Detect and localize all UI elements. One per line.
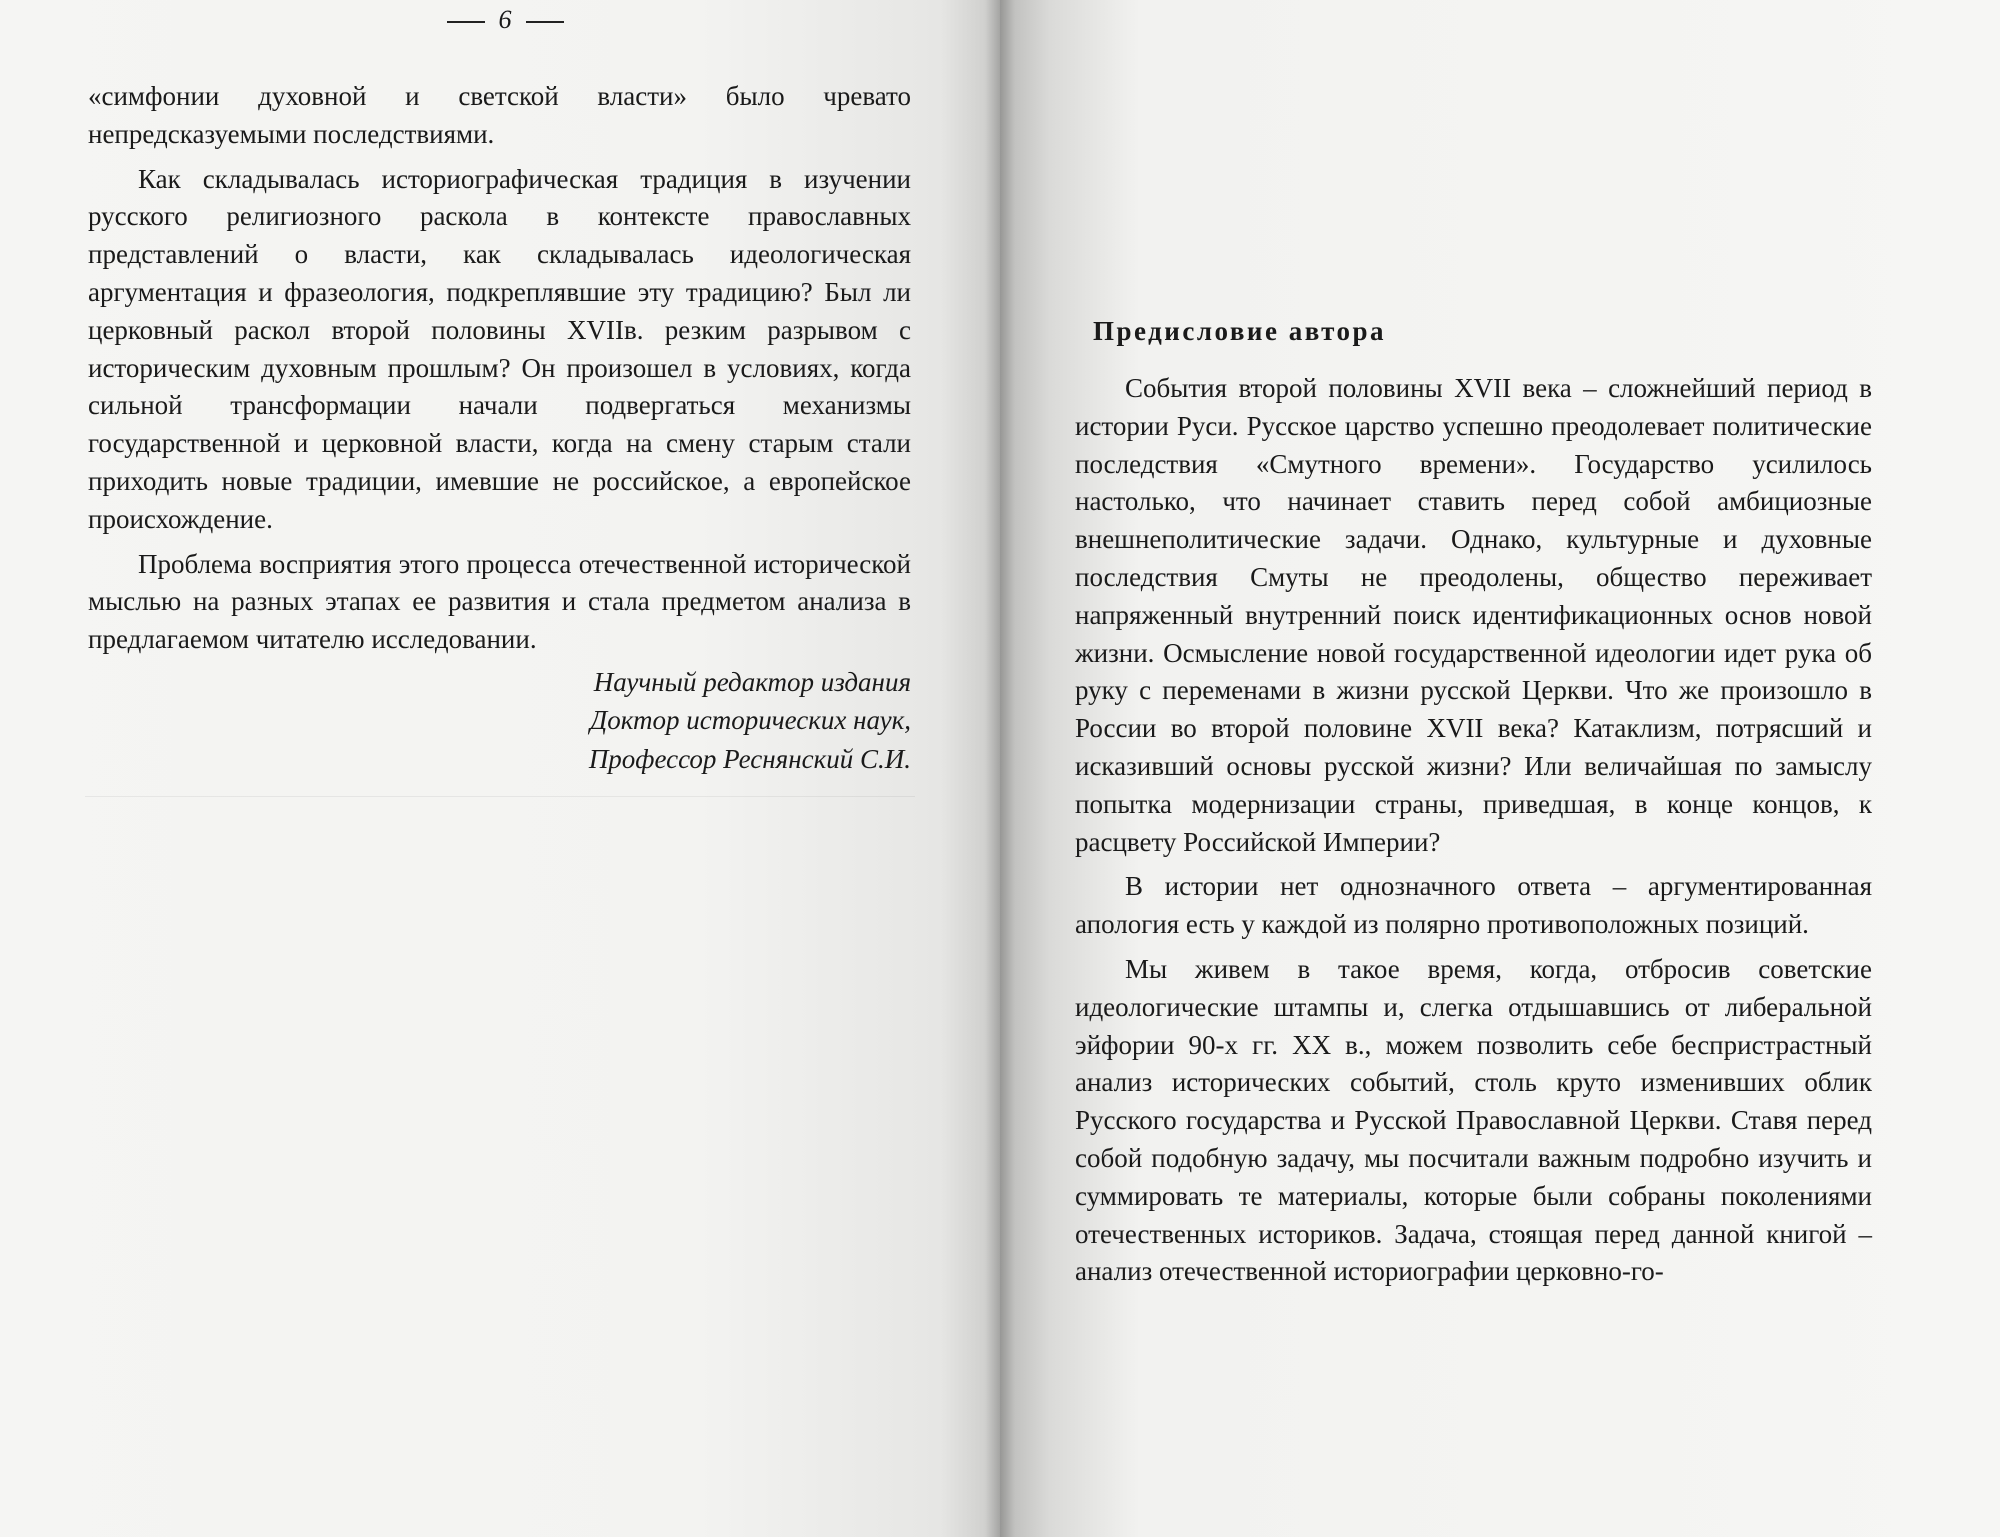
paragraph: События второй половины XVII века – сложнейший период в истории Руси. Русское царство успешно преодолевает политические последствия «Смутного времени». Государство усилилось настолько, что начинает ставить перед собой амбициозные внешнеполитические задачи. Однако, культурные и духовные последствия Смуты не преодолены, общество переживает напряженный внутренний поиск идентификационных основ новой жизни. Осмысление новой государственной идеологии идет рука об руку с переменами в жизни русской Церкви. Что же произошло в России во второй половине XVII века? Катаклизм, потрясший и исказивший основы русской жизни? Или величайшая по замыслу попытка модернизации страны, приведшая, в конце концов, к расцвету Российской Империи? [1075, 373, 1872, 857]
paragraph: Как складывалась историографическая традиция в изучении русского религиозного раскола в контексте православных представлений о власти, как складывалась идеологическая аргументация и фразеология, подкреплявшие эту традицию? Был ли церковный раскол второй половины XVIIв. резким разрывом с историческим духовным прошлым? Он произошел в условиях, когда сильной трансформации начали подвергаться механизмы государственной и церковной власти, когда на смену старым стали приходить новые традиции, имевшие не российское, а европейское происхождение. [88, 163, 911, 534]
paragraph: «симфонии духовной и светской власти» было чревато непредсказуемыми последствиями. [88, 81, 911, 149]
signature-line: Профессор Реснянский С.И. [588, 743, 911, 774]
page-number-dash-right [526, 21, 564, 23]
paragraph: Проблема восприятия этого процесса отечественной исторической мыслью на разных этапах ее развития и стала предметом анализа в предлагаемом читателю исследовании. [88, 548, 911, 655]
signature-line: Научный редактор издания [593, 666, 911, 697]
page-number-value: 6 [498, 5, 512, 34]
paragraph: В истории нет однозначного ответа – аргументированная апология есть у каждой из полярно противоположных позиций. [1075, 871, 1872, 940]
book-gutter [985, 0, 1015, 1537]
signature-line: Доктор исторических наук, [590, 705, 911, 736]
page-number-dash-left [447, 21, 485, 23]
right-text-column [1075, 370, 1872, 1291]
editor-signature [88, 663, 911, 779]
section-heading: Предисловие автора [1093, 316, 1387, 346]
left-text-column [88, 78, 911, 778]
paragraph: Мы живем в такое время, когда, отбросив советские идеологические штампы и, слегка отдышавшись от либеральной эйфории 90-х гг. XX в., можем позволить себе беспристрастный анализ исторических событий, столь круто изменивших облик Русского государства и Русской Православной Церкви. Ставя перед собой подобную задачу, мы посчитали важным подробно изучить и суммировать те материалы, которые были собраны поколениями отечественных историков. Задача, стоящая перед данной книгой – анализ отечественной историографии церковно-го- [1075, 953, 1872, 1287]
page-number [430, 5, 580, 35]
